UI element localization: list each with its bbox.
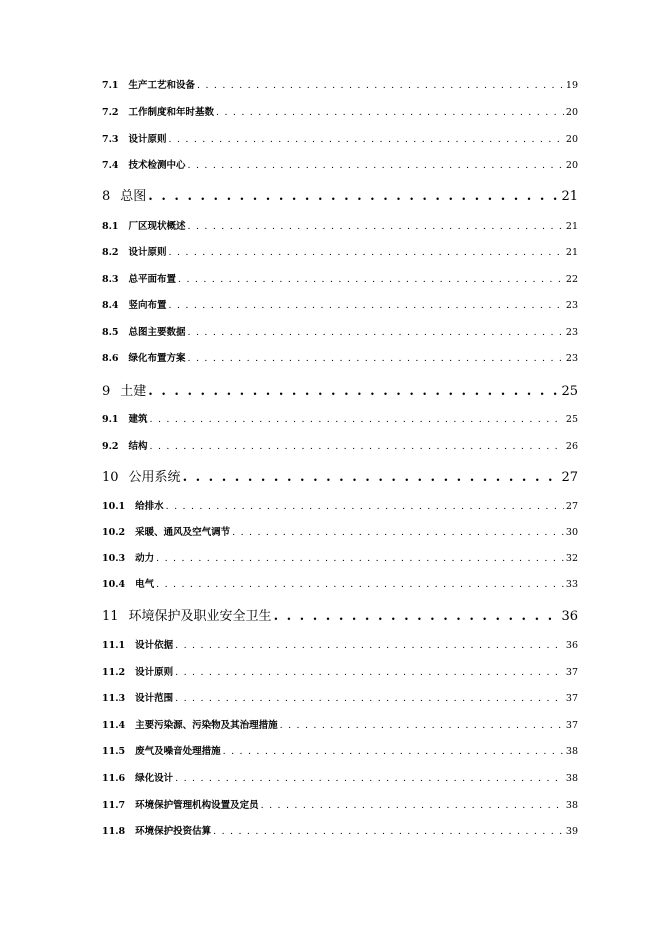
toc-title: 动力: [135, 553, 155, 564]
toc-page: 37: [565, 693, 578, 704]
toc-page: 20: [565, 160, 578, 171]
toc-title: 环境保护及职业安全卫生: [128, 609, 272, 624]
toc-title: 主要污染源、污染物及其治理措施: [135, 720, 278, 731]
toc-entry-11-2[interactable]: [102, 666, 578, 680]
toc-leader: [148, 383, 559, 401]
toc-page: 38: [565, 773, 578, 784]
toc-leader: [216, 106, 564, 120]
toc-number: 11: [102, 609, 119, 624]
toc-entry-7-4[interactable]: [102, 159, 578, 173]
toc-entry-11-3[interactable]: [102, 692, 578, 706]
toc-page: 32: [565, 553, 578, 564]
toc-number: 10.3: [102, 553, 126, 564]
toc-leader: [261, 799, 564, 813]
toc-entry-9-2[interactable]: [102, 440, 578, 454]
toc-number: 9.2: [102, 441, 119, 452]
toc-title: 总图主要数据: [128, 327, 186, 338]
toc-leader: [150, 413, 564, 427]
toc-leader: [188, 159, 564, 173]
toc-entry-9-1[interactable]: [102, 413, 578, 427]
toc-leader: [175, 666, 564, 680]
toc-entry-9[interactable]: [102, 383, 578, 401]
toc-title: 电气: [135, 579, 155, 590]
toc-leader: [156, 552, 564, 566]
toc-title: 设计范围: [135, 693, 174, 704]
toc-title: 环境保护投资估算: [135, 826, 212, 837]
toc-leader: [280, 719, 564, 733]
toc-page: 23: [565, 327, 578, 338]
toc-leader: [197, 79, 564, 93]
toc-number: 10.4: [102, 579, 126, 590]
toc-page: 38: [565, 746, 578, 757]
toc-leader: [178, 273, 564, 287]
toc-page: 27: [561, 470, 578, 485]
toc-number: 11.2: [102, 667, 126, 678]
toc-entry-8-4[interactable]: [102, 299, 578, 313]
toc-number: 11.8: [102, 826, 126, 837]
toc-page: 23: [565, 300, 578, 311]
toc-number: 8.2: [102, 247, 119, 258]
toc-title: 生产工艺和设备: [128, 80, 196, 91]
toc-leader: [175, 692, 564, 706]
toc-entry-11[interactable]: [102, 608, 578, 626]
toc-number: 8: [102, 189, 111, 204]
toc-title: 土建: [120, 384, 147, 399]
toc-entry-10-1[interactable]: [102, 500, 578, 514]
toc-leader: [148, 188, 559, 206]
toc-entry-11-6[interactable]: [102, 772, 578, 786]
toc-entry-11-8[interactable]: [102, 825, 578, 839]
toc-page: 19: [565, 80, 578, 91]
toc-leader: [175, 772, 564, 786]
toc-number: 9.1: [102, 414, 119, 425]
toc-entry-10[interactable]: [102, 469, 578, 487]
toc-number: 11.1: [102, 640, 126, 651]
toc-number: 10.1: [102, 501, 126, 512]
toc-leader: [169, 246, 564, 260]
toc-entry-7-2[interactable]: [102, 106, 578, 120]
toc-number: 10.2: [102, 527, 126, 538]
toc-leader: [156, 578, 564, 592]
toc-leader: [175, 639, 564, 653]
toc-page: 33: [565, 579, 578, 590]
toc-leader: [183, 469, 560, 487]
toc-number: 11.3: [102, 693, 126, 704]
toc-page: 21: [565, 221, 578, 232]
toc-page: 23: [565, 353, 578, 364]
toc-leader: [188, 220, 564, 234]
toc-leader: [223, 745, 564, 759]
toc-title: 设计原则: [128, 247, 167, 258]
toc-page: 25: [561, 384, 578, 399]
toc-number: 8.6: [102, 353, 119, 364]
toc-title: 设计依据: [135, 640, 174, 651]
toc-entry-11-5[interactable]: [102, 745, 578, 759]
toc-title: 绿化设计: [135, 773, 174, 784]
toc-title: 竖向布置: [128, 300, 167, 311]
toc-title: 环境保护管理机构设置及定员: [135, 800, 259, 811]
toc-entry-11-1[interactable]: [102, 639, 578, 653]
toc-page: 36: [561, 609, 578, 624]
toc-entry-10-3[interactable]: [102, 552, 578, 566]
toc-entry-11-7[interactable]: [102, 799, 578, 813]
toc-page: 21: [565, 247, 578, 258]
toc-entry-8-3[interactable]: [102, 273, 578, 287]
toc-page: 38: [565, 800, 578, 811]
toc-number: 11.5: [102, 746, 126, 757]
toc-page: 27: [565, 501, 578, 512]
toc-number: 9: [102, 384, 111, 399]
toc-title: 绿化布置方案: [128, 353, 186, 364]
toc-title: 建筑: [128, 414, 148, 425]
toc-number: 8.5: [102, 327, 119, 338]
toc-number: 8.1: [102, 221, 119, 232]
toc-page: 30: [565, 527, 578, 538]
toc-leader: [166, 500, 564, 514]
toc-title: 设计原则: [135, 667, 174, 678]
toc-title: 废气及噪音处理措施: [135, 746, 221, 757]
toc-page: 26: [565, 441, 578, 452]
toc-number: 7.1: [102, 80, 119, 91]
toc-entry-8-2[interactable]: [102, 246, 578, 260]
toc-title: 给排水: [135, 501, 164, 512]
toc-entry-8-6[interactable]: [102, 352, 578, 366]
toc-number: 10: [102, 470, 119, 485]
toc-title: 技术检测中心: [128, 160, 186, 171]
toc-entry-7-3[interactable]: [102, 133, 578, 147]
toc-page: 20: [565, 107, 578, 118]
toc-title: 工作制度和年时基数: [128, 107, 215, 118]
toc-leader: [188, 352, 564, 366]
toc-title: 总平面布置: [128, 274, 177, 285]
toc-title: 总图: [120, 189, 147, 204]
toc-number: 7.3: [102, 134, 119, 145]
toc-number: 11.6: [102, 773, 126, 784]
toc-title: 公用系统: [128, 470, 181, 485]
toc-leader: [169, 299, 564, 313]
toc-leader: [188, 326, 564, 340]
toc-number: 11.7: [102, 800, 126, 811]
toc-leader: [274, 608, 560, 626]
toc-leader: [169, 133, 564, 147]
toc-page: 22: [565, 274, 578, 285]
toc-number: 7.2: [102, 107, 119, 118]
toc-leader: [150, 440, 564, 454]
toc-number: 8.4: [102, 300, 119, 311]
toc-number: 7.4: [102, 160, 119, 171]
toc-entry-10-2[interactable]: [102, 526, 578, 540]
toc-title: 设计原则: [128, 134, 167, 145]
toc-page: 36: [565, 640, 578, 651]
toc-entry-8-1[interactable]: [102, 220, 578, 234]
toc-page: 25: [565, 414, 578, 425]
toc-number: 11.4: [102, 720, 126, 731]
toc-entry-7-1[interactable]: [102, 79, 578, 93]
toc-title: 厂区现状概述: [128, 221, 186, 232]
toc-page: 21: [561, 189, 578, 204]
toc-entry-8[interactable]: [102, 188, 578, 206]
toc-number: 8.3: [102, 274, 119, 285]
toc-title: 结构: [128, 441, 148, 452]
toc-leader: [232, 526, 564, 540]
toc-page: 20: [565, 134, 578, 145]
toc-page: 39: [565, 826, 578, 837]
toc-leader: [213, 825, 564, 839]
toc-page: 37: [565, 720, 578, 731]
toc-entry-10-4[interactable]: [102, 578, 578, 592]
toc-entry-11-4[interactable]: [102, 719, 578, 733]
toc-page: 37: [565, 667, 578, 678]
toc-entry-8-5[interactable]: [102, 326, 578, 340]
toc-title: 采暖、通风及空气调节: [135, 527, 231, 538]
